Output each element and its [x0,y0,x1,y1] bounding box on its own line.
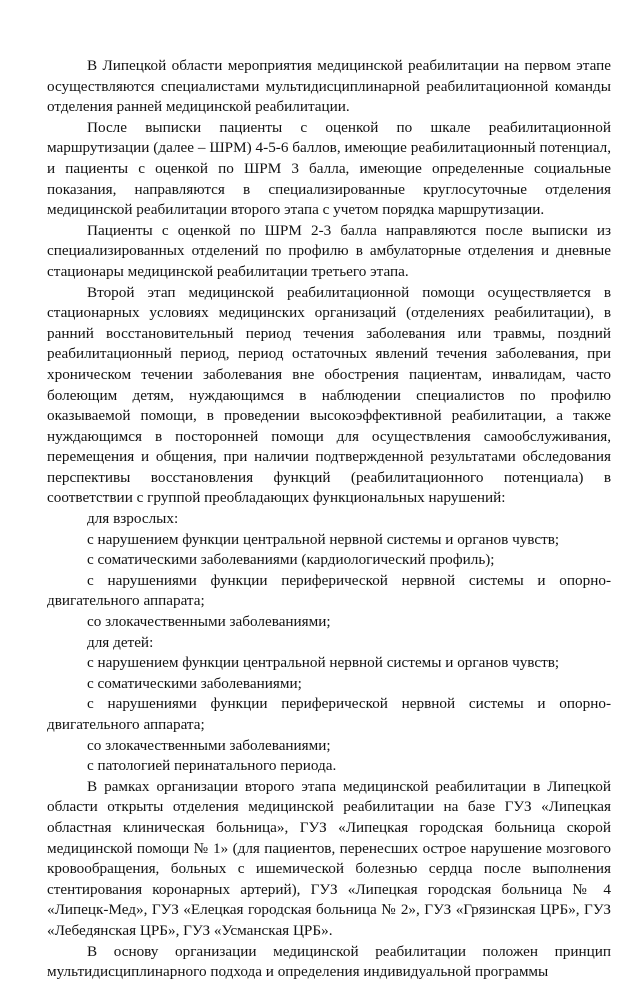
paragraph-departments: В рамках организации второго этапа медицинской реабилитации в Липецкой области открыты отделения медицинской реабилитации на базе ГУЗ «Липецкая областная клиническая больница», ГУЗ «Липецкая городская больница скорой медицинской помощи № 1» (для пациентов, перенесших острое нарушение мозгового кровообращения, больных с ишемической болезнью сердца после выполнения стентирования коронарных артерий), ГУЗ «Липецкая городская больница № 4 «Липецк-Мед», ГУЗ «Елецкая городская больница № 2», ГУЗ «Грязинская ЦРБ», ГУЗ «Лебедянская ЦРБ», ГУЗ «Усманская ЦРБ». [47,777,611,939]
list-heading-adults: для взрослых: [87,510,179,528]
list-item: с соматическими заболеваниями; [87,674,302,692]
list-item: со злокачественными заболеваниями; [87,613,331,631]
paragraph-third-stage: Пациенты с оценкой по ШРМ 2-3 балла направляются после выписки из специализированных отделений по профилю в амбулаторные отделения и дневные стационары медицинской реабилитации третьего этапа. [47,221,611,280]
document-page [47,56,611,983]
paragraph-after-discharge: После выписки пациенты с оценкой по шкале реабилитационной маршрутизации (далее – ШРМ) 4-5-6 баллов, имеющие реабилитационный потенциал, и пациенты с оценкой по ШРМ 3 балла, имеющие определенные социальные показания, направляются в специализированные круглосуточные отделения медицинской реабилитации второго этапа с учетом порядка маршрутизации. [47,118,611,219]
list-item: со злокачественными заболеваниями; [87,736,331,754]
list-item: с патологией перинатального периода. [87,757,337,775]
paragraph-second-stage: Второй этап медицинской реабилитационной помощи осуществляется в стационарных условиях медицинских организаций (отделениях реабилитации), в ранний восстановительный период течения заболевания или травмы, поздний реабилитационный период, период остаточных явлений течения заболевания, при хроническом течении заболевания вне обострения пациентам, инвалидам, часто болеющим детям, нуждающимся в наблюдении специалистов по профилю оказываемой помощи, в проведении высокоэффективной реабилитации, а также нуждающимся в посторонней помощи для осуществления самообслуживания, перемещения и общения, при наличии подтвержденной результатами обследования перспективы восстановления функций (реабилитационного потенциала) в соответствии с группой преобладающих функциональных нарушений: [47,283,611,507]
list-item: с нарушениями функции периферической нервной системы и опорно-двигательного аппарата; [47,695,611,733]
list-item: с нарушением функции центральной нервной системы и органов чувств; [87,530,560,548]
paragraph-principle: В основу организации медицинской реабилитации положен принцип мультидисциплинарного подхода и определения индивидуальной программы [47,942,611,981]
list-item: с нарушениями функции периферической нервной системы и опорно-двигательного аппарата; [47,571,611,610]
list-heading-children: для детей: [87,633,154,651]
list-item: с соматическими заболеваниями (кардиологический профиль); [87,551,495,569]
list-item: с нарушением функции центральной нервной системы и органов чувств; [87,654,560,672]
paragraph-first-stage: В Липецкой области мероприятия медицинской реабилитации на первом этапе осуществляются специалистами мультидисциплинарной реабилитационной команды отделения ранней медицинской реабилитации. [47,57,611,116]
